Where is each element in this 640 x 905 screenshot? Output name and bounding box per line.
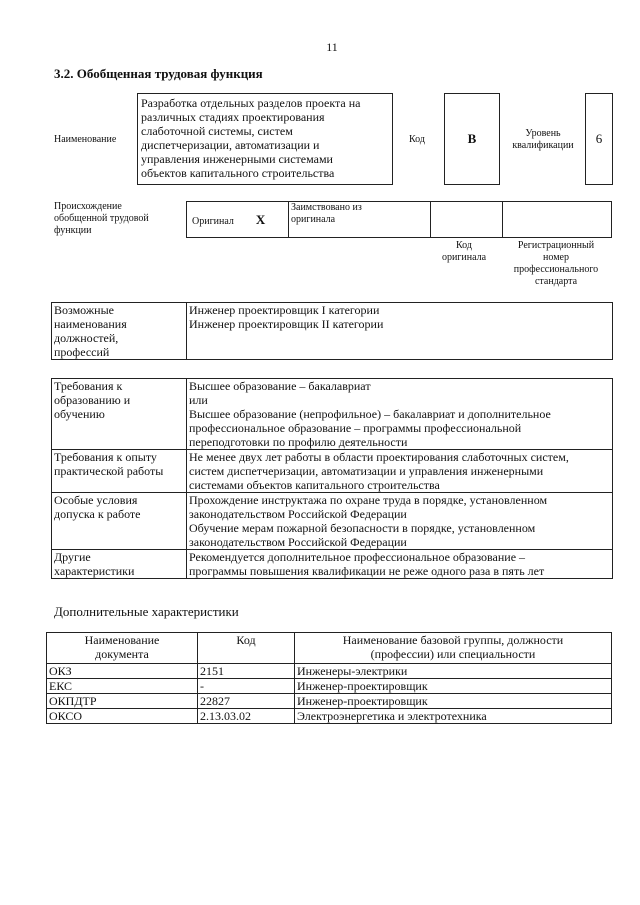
code-value: В xyxy=(467,131,477,146)
doc-cell: ОКПДТР xyxy=(47,694,198,709)
name-cell: Инженеры-электрики xyxy=(295,664,612,679)
requirements-table xyxy=(51,378,613,579)
positions-value: Инженер проектировщик I категории Инженер проектировщик II категории xyxy=(187,303,613,360)
borrowed-cell: Заимствовано из оригинала xyxy=(289,202,431,238)
requirement-value: Рекомендуется дополнительное профессиональное образование – программы повышения квалификации не реже одного раза в пять лет xyxy=(187,550,613,579)
origin-code-cell xyxy=(431,202,503,238)
code-cell: 22827 xyxy=(198,694,295,709)
requirement-row xyxy=(52,550,613,579)
code-cell: - xyxy=(198,679,295,694)
original-cell xyxy=(187,202,289,238)
requirement-label: Особые условия допуска к работе xyxy=(52,493,187,550)
code-value-box xyxy=(444,93,500,185)
additional-title: Дополнительные характеристики xyxy=(54,604,239,619)
reg-number-cell xyxy=(503,202,612,238)
section-title: 3.2. Обобщенная трудовая функция xyxy=(54,66,263,81)
requirement-value: Не менее двух лет работы в области проектирования слаботочных систем, систем диспетчеризации, автоматизации и управления инженерными системами объектов капитального строительства xyxy=(187,450,613,493)
origin-label: Происхождение обобщенной трудовой функции xyxy=(54,201,149,236)
code-original-caption: Код оригинала xyxy=(441,240,487,263)
page-number: 11 xyxy=(326,40,338,54)
reg-number-caption: Регистрационный номер профессионального стандарта xyxy=(513,240,599,287)
requirement-row xyxy=(52,493,613,550)
original-mark: X xyxy=(255,211,266,227)
requirement-row xyxy=(52,379,613,450)
positions-table xyxy=(51,302,613,360)
col-name-header: Наименование базовой группы, должности (профессии) или специальности xyxy=(295,633,612,664)
doc-cell: ЕКС xyxy=(47,679,198,694)
requirement-value: Высшее образование – бакалавриат или Высшее образование (непрофильное) – бакалавриат и дополнительное профессиональное образование – программы профессиональной переподготовки по профилю деятельности xyxy=(187,379,613,450)
origin-table xyxy=(186,201,612,238)
table-row xyxy=(47,664,612,679)
requirement-label: Требования к образованию и обучению xyxy=(52,379,187,450)
requirement-label: Требования к опыту практической работы xyxy=(52,450,187,493)
original-label: Оригинал xyxy=(192,215,234,227)
code-cell: 2151 xyxy=(198,664,295,679)
additional-header-row xyxy=(47,633,612,664)
name-cell: Инженер-проектировщик xyxy=(295,679,612,694)
additional-table xyxy=(46,632,612,724)
function-name-box: Разработка отдельных разделов проекта на различных стадиях проектирования слаботочной системы, систем диспетчеризации, автоматизации и управления инженерными системами объектов капитального строительства xyxy=(137,93,393,185)
level-value: 6 xyxy=(595,131,603,146)
table-row xyxy=(47,709,612,724)
requirement-label: Другие характеристики xyxy=(52,550,187,579)
code-cell: 2.13.03.02 xyxy=(198,709,295,724)
table-row xyxy=(47,679,612,694)
table-row xyxy=(47,694,612,709)
level-value-box xyxy=(585,93,613,185)
name-label: Наименование xyxy=(54,134,117,145)
col-doc-header: Наименование документа xyxy=(47,633,198,664)
name-cell: Электроэнергетика и электротехника xyxy=(295,709,612,724)
requirement-value: Прохождение инструктажа по охране труда в порядке, установленном законодательством Российской Федерации Обучение мерам пожарной безопасности в порядке, установленном законодательством Российской Федерации xyxy=(187,493,613,550)
doc-cell: ОКЗ xyxy=(47,664,198,679)
doc-cell: ОКСО xyxy=(47,709,198,724)
col-code-header: Код xyxy=(198,633,295,664)
name-cell: Инженер-проектировщик xyxy=(295,694,612,709)
code-label: Код xyxy=(409,134,425,145)
positions-label: Возможные наименования должностей, профессий xyxy=(52,303,187,360)
level-label: Уровень квалификации xyxy=(512,128,574,151)
requirement-row xyxy=(52,450,613,493)
